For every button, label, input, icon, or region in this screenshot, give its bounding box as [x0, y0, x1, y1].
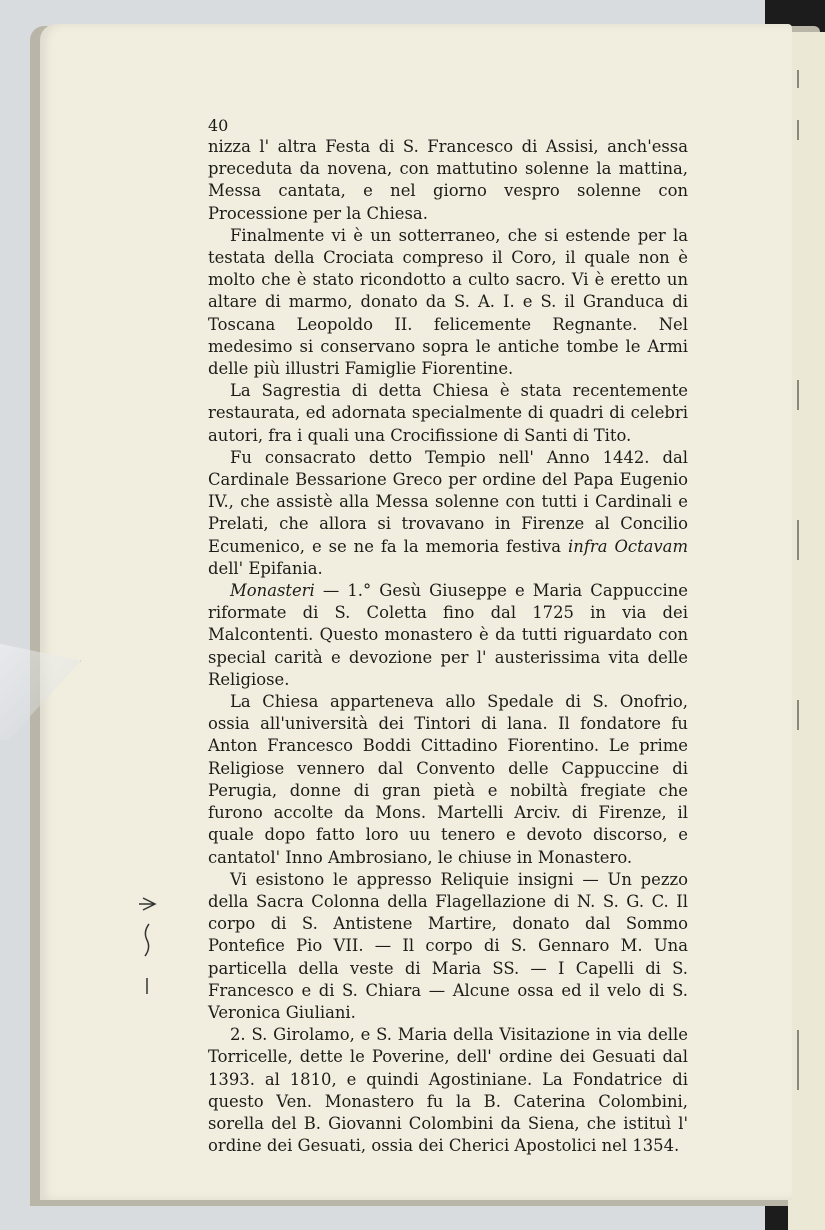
binding-stitch: [797, 520, 799, 560]
handwritten-margin-mark: [135, 890, 175, 1009]
binding-stitch: [797, 70, 799, 88]
paragraph: [208, 447, 688, 580]
paragraph: La Sagrestia di detta Chiesa è stata recentemente restaurata, ed adornata specialmente di quadri di celebri autori, fra i quali una Crocifissione di Santi di Tito.: [208, 381, 688, 445]
binding-stitch: [797, 380, 799, 410]
section-heading: Monasteri: [230, 581, 315, 601]
paragraph: Vi esistono le appresso Reliquie insigni — Un pezzo della Sacra Colonna della Flagellazione di N. S. G. C. Il corpo di S. Antistene Martire, donato dal Sommo Pontefice Pio VII. — Il corpo di S. Gennaro M. Una particella della veste di Maria SS. — I Capelli di S. Francesco e di S. Chiara — Alcune ossa ed il velo di S. Veronica Giuliani.: [208, 869, 688, 1022]
paragraph: nizza l' altra Festa di S. Francesco di Assisi, anch'essa preceduta da novena, con mattutino solenne la mattina, Messa cantata, e nel giorno vespro solenne con Processione per la Chiesa.: [208, 137, 688, 223]
paragraph: La Chiesa apparteneva allo Spedale di S. Onofrio, ossia all'università dei Tintori di lana. Il fondatore fu Anton Francesco Boddi Cittadino Fiorentino. Le prime Religiose vennero dal Convento delle Cappuccine di Perugia, donne di gran pietà e nobiltà fregiate che furono accolte da Mons. Martelli Arciv. di Firenze, il quale dopo fatto loro uu tenero e devoto discorso, e cantatol' Inno Ambrosiano, le chiuse in Monastero.: [208, 692, 688, 867]
binding-stitch: [797, 1030, 799, 1090]
page-text: [208, 116, 688, 1157]
italic-phrase: infra Octavam: [568, 536, 688, 556]
binding-stitch: [797, 120, 799, 140]
paragraph: 2. S. Girolamo, e S. Maria della Visitazione in via delle Torricelle, dette le Poverine, dell' ordine dei Gesuati dal 1393. al 1810, e quindi Agostiniane. La Fondatrice di questo Ven. Monastero fu la B. Caterina Colombini, sorella del B. Giovanni Colombini da Siena, che istituì l' ordine dei Gesuati, ossia dei Cherici Apostolici nel 1354.: [208, 1025, 688, 1156]
page-number: 40: [208, 116, 229, 135]
paragraph: Finalmente vi è un sotterraneo, che si estende per la testata della Crociata compreso il Coro, il quale non è molto che è stato ricondotto a culto sacro. Vi è eretto un altare di marmo, donato da S. A. I. e S. il Granduca di Toscana Leopoldo II. felicemente Regnante. Nel medesimo si conservano sopra le antiche tombe le Armi delle più illustri Famiglie Fiorentine.: [208, 225, 688, 379]
paragraph-text: dell' Epifania.: [208, 558, 323, 578]
binding-stitch: [797, 700, 799, 730]
next-page-edge: [788, 32, 825, 1230]
pencil-bracket-icon: [135, 890, 175, 1000]
paragraph: [208, 580, 688, 691]
paragraph-text: — 1.° Gesù Giuseppe e Maria Cappuccine riformate di S. Coletta fino dal 1725 in via dei Malcontenti. Questo monastero è da tutti riguardato con special carità e devozione per l' austerissima vita delle Religiose.: [208, 581, 688, 689]
paragraph-text: Fu consacrato detto Tempio nell' Anno 1442. dal Cardinale Bessarione Greco per ordine del Papa Eugenio IV., che assistè alla Messa solenne con tutti i Cardinali e Prelati, che allora si trovavano in Firenze al Concilio Ecumenico, e se ne fa la memoria festiva: [208, 447, 688, 556]
